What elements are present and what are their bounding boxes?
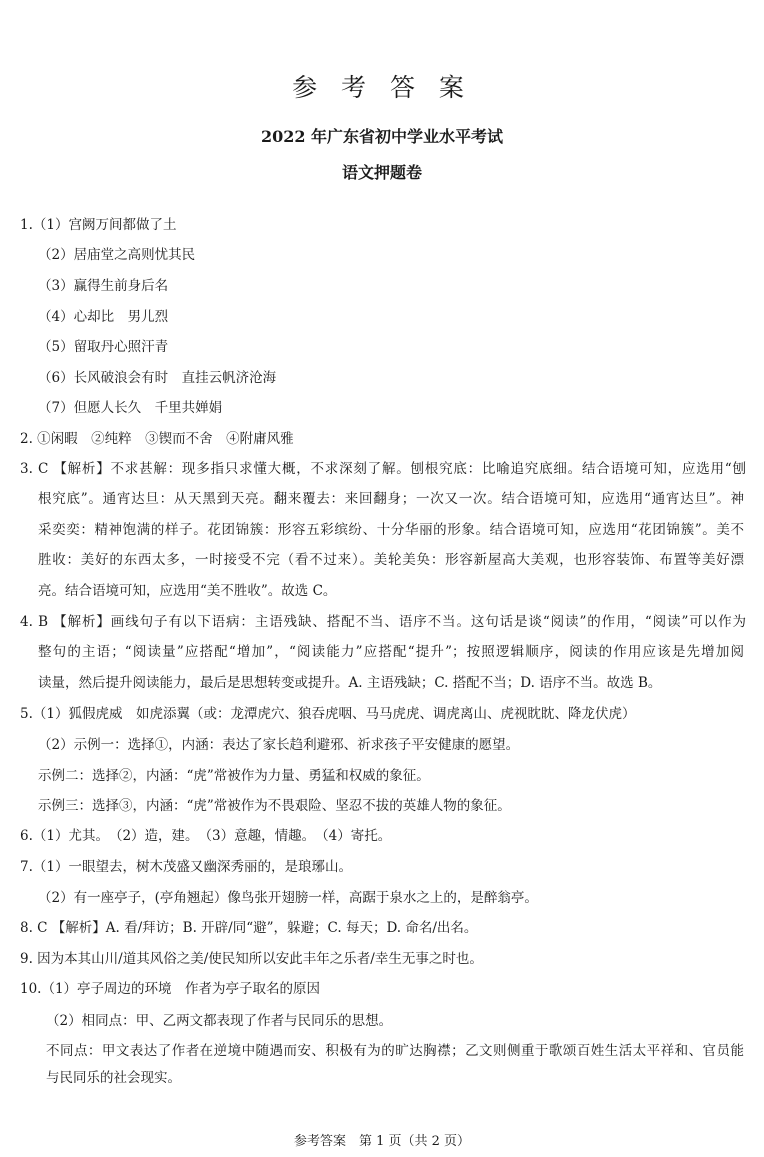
answer-line-5-example2: 示例二：选择②，内涵：“虎”常被作为力量、勇猛和权威的象征。 [38, 768, 430, 784]
answer-line-7-2: （2）有一座亭子，(亭角翘起）像鸟张开翅膀一样，高踞于泉水之上的，是醉翁亭。 [38, 890, 538, 906]
answer-line-10-4: 与民同乐的社会现实。 [46, 1070, 181, 1086]
answer-line-1-3: （3）赢得生前身后名 [38, 278, 169, 294]
answer-line-3-d: 胜收：美好的东西太多，一时接受不完（看不过来）。美轮美奂：形容新屋高大美观，也形容装饰、布置等美好漂 [38, 552, 744, 568]
answer-line-1-4: （4）心却比 男儿烈 [38, 309, 169, 325]
answer-line-5-example3: 示例三：选择③，内涵：“虎”常被作为不畏艰险、坚忍不拔的英雄人物的象征。 [38, 798, 511, 814]
answer-line-10-2: （2）相同点：甲、乙两文都表现了作者与民同乐的思想。 [46, 1013, 393, 1029]
answer-line-7-1: 7.（1）一眼望去，树木茂盛又幽深秀丽的，是琅琊山。 [20, 859, 352, 875]
answer-line-3-e: 亮。结合语境可知，应选用“美不胜收”。故选 C。 [38, 583, 337, 599]
answer-line-3-a: 3. C 【解析】不求甚解：现多指只求懂大概，不求深刻了解。刨根究底：比喻追究底细。结合语境可知，应选用“刨 [20, 461, 746, 477]
page-title: 参 考 答 案 [292, 73, 472, 102]
answer-line-1-2: （2）居庙堂之高则忧其民 [38, 247, 196, 263]
answer-line-8: 8. C 【解析】A. 看/拜访；B. 开辟/同“避”，躲避；C. 每天；D. 命名/出名。 [20, 920, 478, 936]
answer-line-4-a: 4. B 【解析】画线句子有以下语病：主语残缺、搭配不当、语序不当。这句话是谈“阅读”的作用，“阅读”可以作为 [20, 614, 746, 630]
answer-line-1-7: （7）但愿人长久 千里共婵娟 [38, 400, 223, 416]
answer-line-6: 6.（1）尤其。 （2）造，建。 （3）意趣，情趣。 （4）寄托。 [20, 828, 392, 844]
answer-line-10-1: 10.（1）亭子周边的环境 作者为亭子取名的原因 [20, 981, 321, 997]
answer-line-1-1: 1.（1）宫阙万间都做了土 [20, 217, 177, 233]
exam-title: 2022 年广东省初中学业水平考试 [260, 127, 504, 146]
exam-subject: 语文押题卷 [341, 163, 422, 182]
answer-line-4-b: 整句的主语；“阅读量”应搭配“增加”，“阅读能力”应搭配“提升”；按照逻辑顺序，阅读的作用应该是先增加阅 [38, 644, 744, 660]
answer-line-9: 9. 因为本其山川/道其风俗之美/使民知所以安此丰年之乐者/幸生无事之时也。 [20, 951, 483, 967]
answer-line-2: 2. ①闲暇 ②纯粹 ③锲而不舍 ④附庸风雅 [20, 431, 294, 447]
answer-line-10-3: 不同点：甲文表达了作者在逆境中随遇而安、积极有为的旷达胸襟；乙文则侧重于歌颂百姓生活太平祥和、官员能 [46, 1043, 744, 1059]
answer-line-3-b: 根究底”。通宵达旦：从天黑到天亮。翻来覆去：来回翻身；一次又一次。结合语境可知，应选用“通宵达旦”。神 [38, 491, 744, 507]
answer-line-3-c: 采奕奕：精神饱满的样子。花团锦簇：形容五彩缤纷、十分华丽的形象。结合语境可知，应选用“花团锦簇”。美不 [38, 522, 744, 538]
answer-line-1-6: （6）长风破浪会有时 直挂云帆济沧海 [38, 370, 277, 386]
answer-line-5-2: （2）示例一：选择①，内涵：表达了家长趋利避邪、祈求孩子平安健康的愿望。 [38, 737, 520, 753]
answer-line-5-1: 5.（1）狐假虎威 如虎添翼（或：龙潭虎穴、狼吞虎咽、马马虎虎、调虎离山、虎视眈眈、降龙伏虎） [20, 706, 636, 722]
answer-line-1-5: （5）留取丹心照汗青 [38, 339, 169, 355]
answer-line-4-c: 读量，然后提升阅读能力，最后是思想转变或提升。A. 主语残缺；C. 搭配不当；D. 语序不当。故选 B。 [38, 675, 662, 691]
page-footer: 参考答案 第 1 页（共 2 页） [293, 1134, 471, 1149]
